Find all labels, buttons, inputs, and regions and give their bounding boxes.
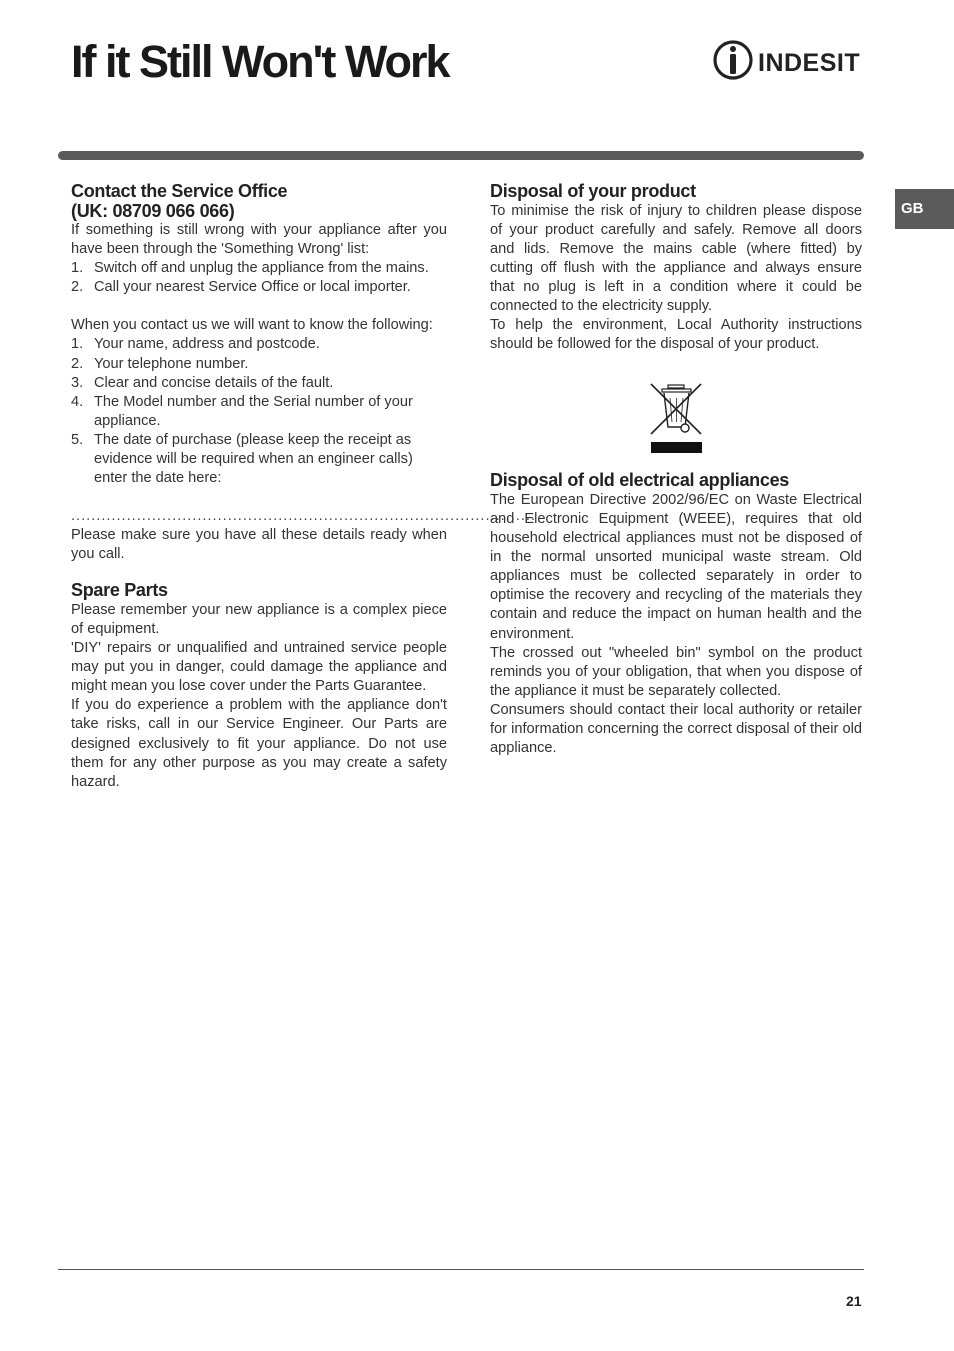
list-text: Clear and concise details of the fault. <box>94 374 334 391</box>
contact-intro: If something is still wrong with your appliance after you have been through the 'Something Wrong' list: <box>71 222 447 258</box>
list-text: Your telephone number. <box>94 355 249 372</box>
contact-closing: Please make sure you have all these details ready when you call. <box>71 527 447 563</box>
spare-parts-heading: Spare Parts <box>71 580 168 601</box>
page-title: If it Still Won't Work <box>71 36 449 87</box>
list-item <box>71 431 447 488</box>
purchase-date-line: ............................................................................................ <box>71 508 537 525</box>
list-number: 1. <box>71 336 84 353</box>
header-divider-bar <box>58 151 864 160</box>
list-number: 4. <box>71 393 84 410</box>
svg-text:INDESIT: INDESIT <box>758 49 861 77</box>
list-text: Switch off and unplug the appliance from the mains. <box>94 260 429 277</box>
disposal-electrical-p1: The European Directive 2002/96/EC on Waste Electrical and Electronic Equipment (WEEE), requires that old household electrical appliances must not be disposed of in the normal unsorted municipal waste stream. Old appliances must be collected separately in order to optimise the recovery and recycling of the materials they contain and reduce the impact on human health and the environment. <box>490 491 862 642</box>
disposal-product-p1: To minimise the risk of injury to children please dispose of your product carefully and safely. Remove all doors and lids. Remove the mains cable (where fitted) by cutting off flush with the appliance and always ensure that no plug is left in a condition where it could be connected to the electricity supply. <box>490 202 862 314</box>
list-item <box>71 335 447 354</box>
list-number: 3. <box>71 374 84 391</box>
right-column <box>490 182 862 758</box>
service-phone-number: (UK: 08709 066 066) <box>71 200 235 221</box>
list-text: The date of purchase (please keep the receipt as evidence will be required when an engineer calls) enter the date here: <box>94 431 413 487</box>
disposal-product-heading: Disposal of your product <box>490 181 696 201</box>
list-text: Your name, address and postcode. <box>94 336 320 353</box>
page-number: 21 <box>846 1293 862 1309</box>
list-text: Call your nearest Service Office or local importer. <box>94 279 411 296</box>
list-number: 5. <box>71 431 84 448</box>
contact-steps-list <box>71 259 447 297</box>
list-text: The Model number and the Serial number of your appliance. <box>94 393 413 429</box>
disposal-product-p2: To help the environment, Local Authority instructions should be followed for the disposal of your product. <box>490 317 862 353</box>
language-tab: GB <box>895 189 954 229</box>
spare-parts-p3: If you do experience a problem with the appliance don't take risks, call in our Service Engineer. Our Parts are designed exclusively to fit your appliance. Do not use them for any other purpose as you may create a safety hazard. <box>71 697 447 790</box>
footer-rule <box>58 1269 864 1270</box>
spare-parts-p2: 'DIY' repairs or unqualified and untrained service people may put you in danger, could damage the appliance and might mean you lose cover under the Parts Guarantee. <box>71 640 447 695</box>
disposal-electrical-p3: Consumers should contact their local authority or retailer for information concerning the correct disposal of their old appliance. <box>490 701 862 757</box>
indesit-logo-icon <box>712 38 867 82</box>
list-number: 2. <box>71 279 84 296</box>
list-number: 1. <box>71 260 84 277</box>
list-item <box>71 259 447 278</box>
contact-details-list <box>71 335 447 488</box>
list-item <box>71 374 447 393</box>
crossed-wheeled-bin-icon <box>650 381 704 453</box>
list-item <box>71 393 447 431</box>
contact-know-intro: When you contact us we will want to know the following: <box>71 317 433 334</box>
disposal-electrical-heading: Disposal of old electrical appliances <box>490 470 790 491</box>
left-column <box>71 181 537 792</box>
list-number: 2. <box>71 355 84 372</box>
contact-heading-line1: Contact the Service Office <box>71 181 288 201</box>
list-item <box>71 278 447 297</box>
spare-parts-p1: Please remember your new appliance is a complex piece of equipment. <box>71 601 447 637</box>
contact-heading <box>71 182 447 221</box>
list-item <box>71 355 447 374</box>
disposal-electrical-p2: The crossed out "wheeled bin" symbol on the product reminds you of your obligation, that when you dispose of the appliance it must be separately collected. <box>490 644 862 699</box>
